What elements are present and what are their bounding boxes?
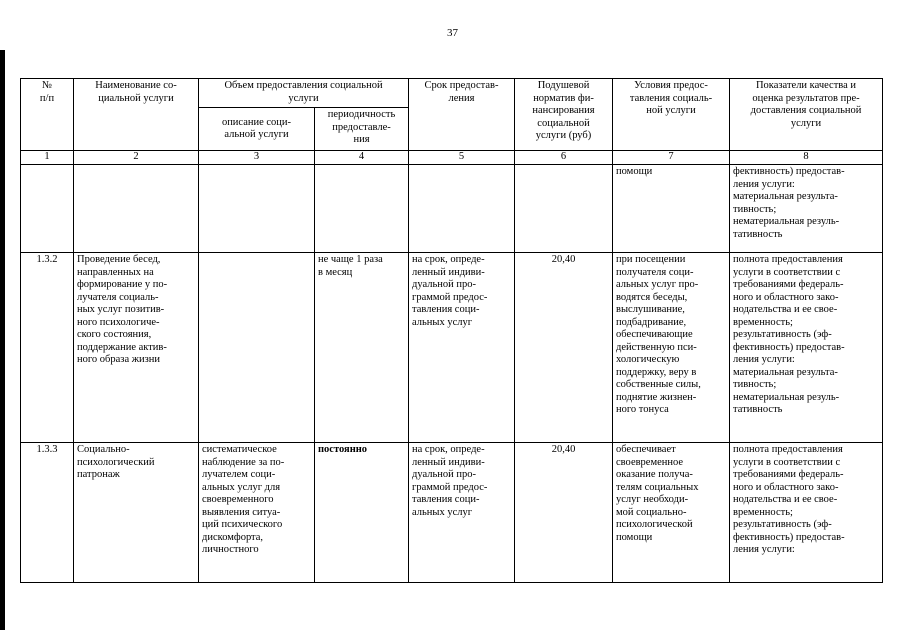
row-service-name: Социально- психологический патронаж	[74, 443, 199, 583]
row-service-name	[74, 165, 199, 253]
scan-edge-rule	[0, 50, 5, 630]
table-row	[21, 253, 883, 443]
row-conditions: при посещении получателя соци- альных услуг про- водятся беседы, выслушивание, подбадривание, обеспечивающие действенную пси- хологическую поддержку, веру в собственные силы, поднятие жизнен- ного тонуса	[613, 253, 730, 443]
row-description: систематическое наблюдение за по- лучателем соци- альных услуг для своевременного выявления ситуа- ций психического дискомфорта, личностного	[199, 443, 315, 583]
header-quality: Показатели качества и оценка результатов пре- доставления социальной услуги	[730, 79, 883, 151]
row-number	[21, 165, 74, 253]
header-description: описание соци- альной услуги	[199, 108, 315, 151]
header-service-name: Наименование со- циальной услуги	[74, 79, 199, 151]
header-number: № п/п	[21, 79, 74, 151]
row-quality: фективность) предостав- ления услуги: материальная результа- тивность; нематериальная резуль- тативность	[730, 165, 883, 253]
row-term	[409, 165, 515, 253]
row-term: на срок, опреде- ленный индиви- дуальной про- граммой предос- тавления соци- альных услуг	[409, 253, 515, 443]
row-norm	[515, 165, 613, 253]
column-number: 4	[315, 151, 409, 165]
row-description	[199, 253, 315, 443]
column-number: 5	[409, 151, 515, 165]
header-term: Срок предостав- ления	[409, 79, 515, 151]
row-number: 1.3.2	[21, 253, 74, 443]
row-periodicity: постоянно	[315, 443, 409, 583]
row-norm: 20,40	[515, 253, 613, 443]
column-number: 2	[74, 151, 199, 165]
row-periodicity	[315, 165, 409, 253]
column-number-row	[21, 151, 883, 165]
page-number: 37	[447, 27, 458, 39]
header-conditions: Условия предос- тавления социаль- ной услуги	[613, 79, 730, 151]
header-periodicity: периодичность предоставле- ния	[315, 108, 409, 151]
table-row	[21, 443, 883, 583]
header-row-1	[21, 79, 883, 108]
column-number: 7	[613, 151, 730, 165]
header-volume: Объем предоставления социальной услуги	[199, 79, 409, 108]
table-row	[21, 165, 883, 253]
row-description	[199, 165, 315, 253]
column-number: 3	[199, 151, 315, 165]
row-periodicity: не чаще 1 раза в месяц	[315, 253, 409, 443]
row-term: на срок, опреде- ленный индиви- дуальной про- граммой предос- тавления соци- альных услуг	[409, 443, 515, 583]
column-number: 8	[730, 151, 883, 165]
row-quality: полнота предоставления услуги в соответствии с требованиями федераль- ного и областного зако- нодательства и ее свое- временность; результативность (эф- фективность) предостав- ления услуги: материальная результа- тивность; нематериальная резуль- тативность	[730, 253, 883, 443]
header-norm: Подушевой норматив фи- нансирования социальной услуги (руб)	[515, 79, 613, 151]
column-number: 1	[21, 151, 74, 165]
row-conditions: обеспечивает своевременное оказание получа- телям социальных услуг необходи- мой социально- психологической помощи	[613, 443, 730, 583]
row-number: 1.3.3	[21, 443, 74, 583]
column-number: 6	[515, 151, 613, 165]
row-quality: полнота предоставления услуги в соответствии с требованиями федераль- ного и областного зако- нодательства и ее свое- временность; результативность (эф- фективность) предостав- ления услуги:	[730, 443, 883, 583]
row-service-name: Проведение бесед, направленных на формирование у по- лучателя социаль- ных услуг позитив- ного психологиче- ского состояния, поддержание актив- ного образа жизни	[74, 253, 199, 443]
row-norm: 20,40	[515, 443, 613, 583]
services-table	[20, 78, 883, 583]
row-conditions: помощи	[613, 165, 730, 253]
